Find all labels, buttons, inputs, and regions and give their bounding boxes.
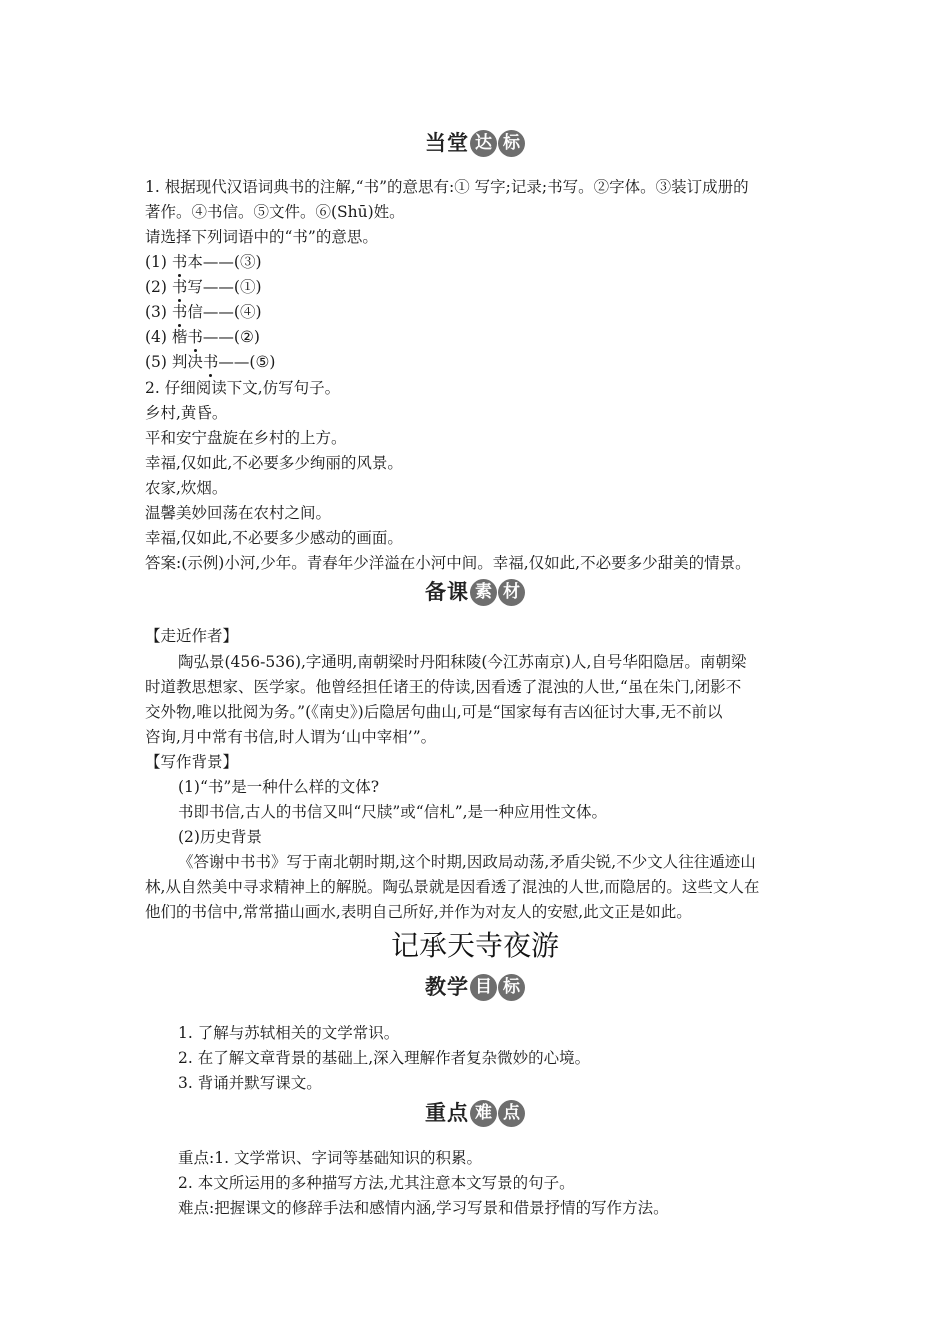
paragraph-line: 书即书信,古人的书信又叫“尺牍”或“信札”,是一种应用性文体。 — [178, 803, 608, 821]
list-item: (1) 书本——(③) — [145, 250, 262, 274]
list-item: (2) 书写——(①) — [145, 275, 262, 299]
paragraph-line: 咨询,月中常有书信,时人谓为‘山中宰相’”。 — [145, 728, 437, 746]
subheading-author: 【走近作者】 — [145, 627, 239, 645]
section-heading-text: 当堂 — [425, 131, 469, 155]
paragraph-line: (2)历史背景 — [178, 828, 262, 846]
section-heading-badge: 素 — [470, 579, 497, 606]
paragraph-line: 著作。④书信。⑤文件。⑥(Shū)姓。 — [145, 203, 405, 221]
section-heading-text: 备课 — [425, 580, 469, 604]
paragraph-line: 《答谢中书书》写于南北朝时期,这个时期,因政局动荡,矛盾尖锐,不少文人往往遁迹山 — [178, 853, 756, 871]
section-heading-key-points — [0, 1096, 950, 1130]
paragraph-line: 交外物,唯以批阅为务。”(《南史》)后隐居句曲山,可是“国家每有吉凶征讨大事,无不前以 — [145, 703, 723, 721]
section-heading-badge: 目 — [470, 974, 497, 1001]
section-heading-practice — [0, 126, 950, 160]
paragraph-line: (1)“书”是一种什么样的文体? — [178, 778, 380, 796]
poem-line: 平和安宁盘旋在乡村的上方。 — [145, 429, 347, 447]
paragraph-line: 陶弘景(456-536),字通明,南朝梁时丹阳秣陵(今江苏南京)人,自号华阳隐居。南朝梁 — [178, 653, 747, 671]
section-heading-materials — [0, 575, 950, 609]
poem-line: 幸福,仅如此,不必要多少感动的画面。 — [145, 529, 403, 547]
list-item: (5) 判决书——(⑤) — [145, 350, 275, 374]
section-heading-badge: 材 — [498, 579, 525, 606]
subheading-background: 【写作背景】 — [145, 753, 239, 771]
paragraph-line: 请选择下列词语中的“书”的意思。 — [145, 228, 378, 246]
section-heading-goals — [0, 970, 950, 1004]
key-point-line: 重点:1. 文学常识、字词等基础知识的积累。 — [178, 1149, 482, 1167]
key-point-line: 2. 本文所运用的多种描写方法,尤其注意本文写景的句子。 — [178, 1174, 575, 1192]
poem-line: 幸福,仅如此,不必要多少绚丽的风景。 — [145, 454, 403, 472]
paragraph-line: 林,从自然美中寻求精神上的解脱。陶弘景就是因看透了混浊的人世,而隐居的。这些文人在 — [145, 878, 760, 896]
lesson-title: 记承天寺夜游 — [390, 929, 559, 962]
list-item: (3) 书信——(④) — [145, 300, 262, 324]
key-point-line: 难点:把握课文的修辞手法和感情内涵,学习写景和借景抒情的写作方法。 — [178, 1199, 669, 1217]
section-heading-text: 教学 — [425, 975, 469, 999]
section-heading-badge: 达 — [470, 130, 497, 157]
goal-item: 1. 了解与苏轼相关的文学常识。 — [178, 1024, 400, 1042]
poem-line: 温馨美妙回荡在农村之间。 — [145, 504, 332, 522]
section-heading-badge: 难 — [470, 1100, 497, 1127]
answer-line: 答案:(示例)小河,少年。青春年少洋溢在小河中间。幸福,仅如此,不必要多少甜美的情景。 — [145, 554, 751, 572]
goal-item: 3. 背诵并默写课文。 — [178, 1074, 322, 1092]
section-heading-badge: 标 — [498, 974, 525, 1001]
section-heading-badge: 点 — [498, 1100, 525, 1127]
paragraph-line: 1. 根据现代汉语词典书的注解,“书”的意思有:① 写字;记录;书写。②字体。③装订成册的 — [145, 178, 749, 196]
list-item: (4) 楷书——(②) — [145, 325, 260, 349]
poem-line: 乡村,黄昏。 — [145, 404, 228, 422]
goal-item: 2. 在了解文章背景的基础上,深入理解作者复杂微妙的心境。 — [178, 1049, 591, 1067]
paragraph-line: 他们的书信中,常常描山画水,表明自己所好,并作为对友人的安慰,此文正是如此。 — [145, 903, 692, 921]
section-heading-badge: 标 — [498, 130, 525, 157]
paragraph-line: 2. 仔细阅读下文,仿写句子。 — [145, 379, 341, 397]
paragraph-line: 时道教思想家、医学家。他曾经担任诸王的侍读,因看透了混浊的人世,“虽在朱门,闭影不 — [145, 678, 742, 696]
poem-line: 农家,炊烟。 — [145, 479, 228, 497]
section-heading-text: 重点 — [425, 1101, 469, 1125]
